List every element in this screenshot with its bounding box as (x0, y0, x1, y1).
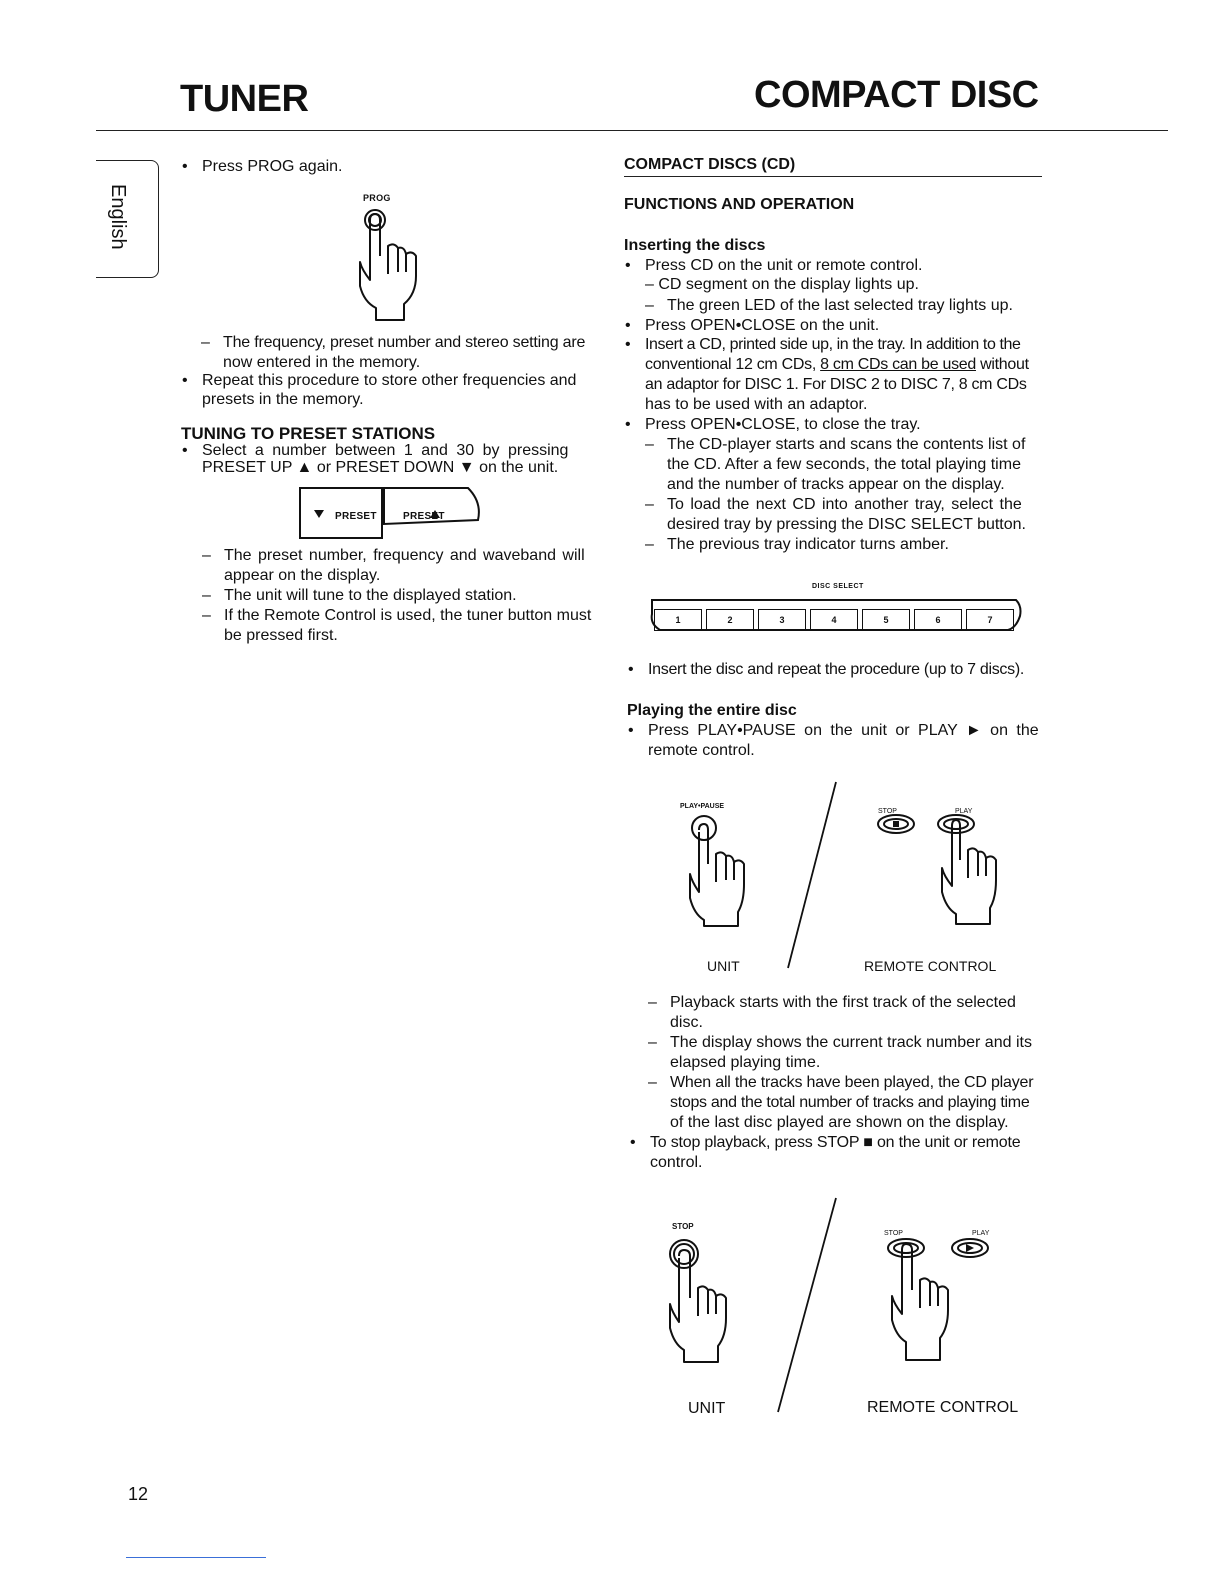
fig2-remote-stop-label: STOP (884, 1230, 903, 1237)
inserting-line-13: – To load the next CD into another tray, select the (667, 495, 1022, 515)
select-line-1: • Select a number between 1 and 30 by pressing (202, 441, 568, 461)
functions-heading: FUNCTIONS AND OPERATION (624, 196, 855, 213)
header-rule (96, 130, 1168, 131)
language-tab-label: English (107, 184, 129, 250)
disc-button-7[interactable]: 7 (966, 609, 1014, 631)
playback-line-7: of the last disc played are shown on the display. (670, 1114, 1009, 1131)
inserting-line-3: – The green LED of the last selected tray lights up. (667, 296, 1013, 316)
inserting-line-5: • Insert a CD, printed side up, in the tray. In addition to the (645, 335, 1021, 355)
inserting-line-6a: conventional 12 cm CDs, (645, 356, 816, 373)
inserting-line-14: desired tray by pressing the DISC SELECT button. (667, 516, 1026, 533)
fig2-remote-caption: REMOTE CONTROL (867, 1399, 1019, 1416)
inserting-line-4: • Press OPEN•CLOSE on the unit. (645, 316, 879, 336)
fig1-unit-hand-icon (684, 808, 764, 938)
inserting-line-6b: 8 cm CDs can be used (820, 356, 976, 373)
fig2-remote-icon (870, 1236, 1010, 1376)
playback-line-5: – When all the tracks have been played, the CD player (670, 1073, 1033, 1093)
compact-disc-title: COMPACT DISC (754, 74, 1039, 116)
fig2-unit-caption: UNIT (688, 1400, 726, 1417)
playback-line-4: elapsed playing time. (670, 1054, 821, 1071)
inserting-heading: Inserting the discs (624, 237, 766, 254)
fig2-unit-hand-icon (660, 1232, 740, 1372)
select-line-2: PRESET UP ▲ or PRESET DOWN ▼ on the unit. (202, 459, 559, 476)
inserting-line-6 (645, 355, 1029, 375)
playing-heading: Playing the entire disc (627, 702, 797, 719)
inserting-line-10: – The CD-player starts and scans the contents list of (667, 435, 1025, 455)
disc-button-6[interactable]: 6 (914, 609, 962, 631)
memory-line-1: – The frequency, preset number and stereo setting are (223, 333, 585, 353)
disc-buttons (654, 609, 1018, 631)
insert-repeat-text: • Insert the disc and repeat the procedure (up to 7 discs). (648, 660, 1024, 680)
playback-line-6: stops and the total number of tracks and playing time (670, 1094, 1030, 1111)
fig2-stop-label: STOP (672, 1222, 694, 1231)
after-line-2: appear on the display. (224, 567, 381, 584)
press-prog-text: • Press PROG again. (202, 157, 343, 177)
prog-label: PROG (363, 193, 391, 203)
playback-line-2: disc. (670, 1014, 703, 1031)
preset-up-button[interactable]: PRESET (403, 511, 445, 522)
footer-rule (126, 1557, 266, 1558)
disc-button-3[interactable]: 3 (758, 609, 806, 631)
repeat-line-1: • Repeat this procedure to store other frequencies and (202, 371, 576, 391)
fig1-play-pause-label: PLAY•PAUSE (680, 803, 725, 810)
inserting-line-8: has to be used with an adaptor. (645, 396, 868, 413)
disc-select-label: DISC SELECT (812, 583, 864, 590)
tuner-title: TUNER (180, 78, 309, 120)
inserting-line-7: an adaptor for DISC 1. For DISC 2 to DISC 7, 8 cm CDs (645, 376, 1027, 393)
cd-section-heading: COMPACT DISCS (CD) (624, 156, 796, 173)
playback-line-3: – The display shows the current track number and its (670, 1033, 1032, 1053)
preset-buttons-figure (298, 484, 498, 544)
disc-button-5[interactable]: 5 (862, 609, 910, 631)
after-line-1: – The preset number, frequency and waveband will (224, 546, 585, 566)
memory-line-2: now entered in the memory. (223, 354, 421, 371)
after-line-5: be pressed first. (224, 627, 338, 644)
disc-button-1[interactable]: 1 (654, 609, 702, 631)
disc-button-4[interactable]: 4 (810, 609, 858, 631)
preset-down-button[interactable]: PRESET (335, 511, 377, 522)
stop-line-2: control. (650, 1154, 703, 1171)
preset-stations-heading: TUNING TO PRESET STATIONS (181, 424, 436, 443)
page-number: 12 (128, 1484, 149, 1504)
inserting-line-6c: without (980, 356, 1029, 373)
playback-line-1: – Playback starts with the first track of the selected (670, 993, 1016, 1013)
inserting-line-9: • Press OPEN•CLOSE, to close the tray. (645, 415, 921, 435)
prog-hand-icon (348, 204, 428, 334)
inserting-line-11: the CD. After a few seconds, the total playing time (667, 456, 1021, 473)
stop-line-1: • To stop playback, press STOP ■ on the unit or remote (650, 1133, 1020, 1153)
disc-button-2[interactable]: 2 (706, 609, 754, 631)
fig1-remote-icon (870, 812, 1010, 942)
playing-line-1: • Press PLAY•PAUSE on the unit or PLAY ► on the (648, 721, 1039, 741)
fig2-divider-slash (776, 1196, 846, 1416)
after-line-4: – If the Remote Control is used, the tuner button must (224, 606, 591, 626)
inserting-line-12: and the number of tracks appear on the display. (667, 476, 1005, 493)
fig1-divider-slash (786, 780, 846, 970)
fig1-play-label: PLAY (955, 808, 973, 815)
fig1-remote-caption: REMOTE CONTROL (864, 958, 997, 974)
after-line-3: – The unit will tune to the displayed station. (224, 586, 517, 606)
inserting-line-15: – The previous tray indicator turns amber. (667, 535, 949, 555)
repeat-line-2: presets in the memory. (202, 391, 364, 408)
cd-section-rule (624, 176, 1042, 177)
inserting-line-2: – CD segment on the display lights up. (645, 276, 919, 293)
playing-line-2: remote control. (648, 742, 755, 759)
fig1-stop-label: STOP (878, 808, 897, 815)
fig2-remote-play-label: PLAY (972, 1230, 990, 1237)
fig1-unit-caption: UNIT (707, 958, 740, 974)
inserting-line-1: • Press CD on the unit or remote control. (645, 256, 922, 276)
